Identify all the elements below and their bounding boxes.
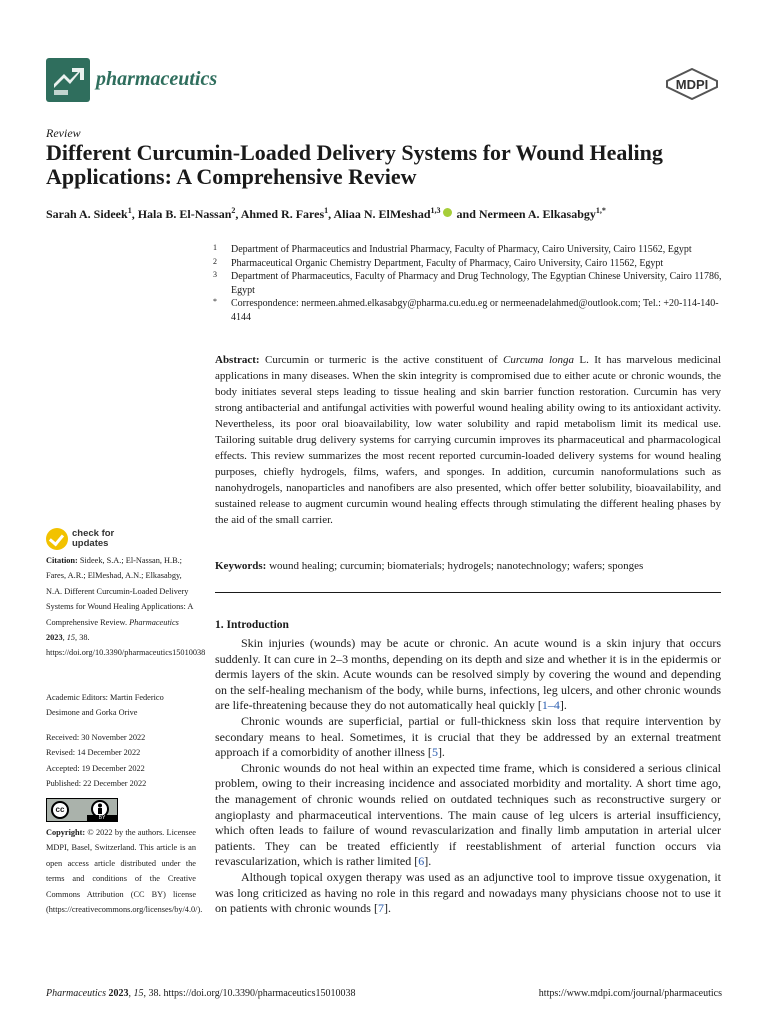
journal-logo: [46, 58, 90, 102]
footer-journal-link[interactable]: https://www.mdpi.com/journal/pharmaceutics: [538, 988, 722, 999]
body-text: [215, 636, 721, 917]
publication-dates: Received: 30 November 2022 Revised: 14 December 2022 Accepted: 19 December 2022 Published: 22 December 2022: [46, 733, 147, 789]
citation-link[interactable]: 5: [431, 745, 438, 760]
academic-editors: Academic Editors: Martin Federico Desimone and Gorka Orive: [46, 693, 164, 718]
footer-citation: Pharmaceutics 2023, 15, 38. https://doi.org/10.3390/pharmaceutics15010038: [46, 988, 356, 999]
author-name[interactable]: Nermeen A. Elkasabgy: [478, 207, 596, 221]
abstract-label: Abstract:: [215, 354, 260, 366]
check-icon: [46, 528, 68, 550]
keywords-label: Keywords:: [215, 560, 267, 572]
paragraph: Skin injuries (wounds) may be acute or chronic. An acute wound is a skin injury that occurs suddenly. It can cure in 2–3 months, depending on its depth and size and whether it is in the epidermis or dermis layers of the skin. Acute wounds can be resolved simply by covering the wound and depending on the self-healing mechanism of the body, while burns, infections, leg ulcers, and other chronic wounds are life-threatening because they do not automatically heal quickly [1–4].: [215, 636, 721, 713]
citation-link[interactable]: 7: [377, 901, 384, 916]
section-heading: 1. Introduction: [215, 619, 289, 631]
citation-block: Citation: Sideek, S.A.; El-Nassan, H.B.; Fares, A.R.; ElMeshad, A.N.; Elkasabgy, N.A. Different Curcumin-Loaded Delivery Systems for Wound Healing Applications: A Comprehensive Review. Pharmaceutics 2023, 15, 38. https://doi.org/10.3390/pharmaceutics15010038: [46, 556, 206, 658]
author-name[interactable]: Aliaa N. ElMeshad: [333, 207, 431, 221]
author-list: Sarah A. Sideek$^1$, Hala B. El-Nassan$^2$, Ahmed R. Fares$^1$, Aliaa N. ElMeshad$^{1,3}$ and Nermeen A. Elkasabgy$^{1,*}$: [46, 206, 606, 221]
mdpi-logo: [665, 68, 719, 100]
citation-link[interactable]: 6: [418, 854, 425, 869]
author-name[interactable]: Ahmed R. Fares: [240, 207, 325, 221]
journal-name: pharmaceutics: [96, 68, 218, 90]
paragraph: Although topical oxygen therapy was used as an adjunctive tool to improve tissue oxygenation, it was long criticized as having no role in this regard and nowadays many physicians choose not to use it on patients with chronic wounds [7].: [215, 869, 721, 916]
svg-text:MDPI: MDPI: [675, 77, 709, 92]
author-name[interactable]: Hala B. El-Nassan: [137, 207, 232, 221]
check-for-updates-button[interactable]: check for updates: [46, 528, 166, 554]
citation-link[interactable]: 1–4: [541, 698, 560, 713]
correspondence-item: * Correspondence: nermeen.ahmed.elkasabgy@pharma.cu.edu.eg or nermeenadelahmed@outlook.com; Tel.: +20-114-140-4144: [213, 297, 719, 323]
divider: [215, 592, 721, 593]
affiliations: [213, 243, 725, 324]
page-title: Different Curcumin-Loaded Delivery Systems for Wound Healing Applications: A Comprehensive Review: [46, 140, 663, 189]
affiliation-item: 1 Department of Pharmaceutics and Industrial Pharmacy, Faculty of Pharmacy, Cairo University, Cairo 11562, Egypt: [213, 243, 692, 255]
paragraph: Chronic wounds do not heal within an expected time frame, which is considered a serious clinical problem, owing to their increasing incidence and associated morbidity and mortality. A short time ago, the management of chronic wounds relied on outdated techniques such as reconstructive surgery or angioplasty and pharmaceutical interventions. The main cause of leg ulcers is arterial insufficiency, which often leads to failure of wound revascularization and finally limb amputation in arterial ulcer patients. They can be treated efficiently if reestablishment of arterial function occurs via revascularization, which is rather limited [6].: [215, 760, 721, 869]
affiliation-item: 2 Pharmaceutical Organic Chemistry Department, Faculty of Pharmacy, Cairo University, Cairo 11562, Egypt: [213, 256, 664, 269]
orcid-icon[interactable]: [443, 208, 452, 217]
abstract: Abstract: Curcumin or turmeric is the active constituent of Curcuma longa L. It has marvelous medicinal applications in many diseases. When the skin integrity is compromised due to either acute or chronic wounds, the body initiates several steps leading to tissue healing and skin barrier function restoration. Curcumin has very strong antibacterial and antifungal activities with powerful wound healing ability owing to its antioxidant activity. Nevertheless, its poor oral bioavailability, low water solubility and rapid metabolism limit its medical use. Tailoring suitable drug delivery systems for carrying curcumin improves its pharmaceutical and pharmacological effects. This review summarizes the most recent reported curcumin-loaded delivery systems for wound healing purposes, chiefly hydrogels, films, wafers, and sponges. In addition, curcumin nanoformulations such as nanohydrogels, nanoparticles and nanofibers are also presented, which offer better solubility, bioavailability, and sustained release to augment curcumin wound healing effects through stimulating the different healing phases by the aid of the small carrier.: [215, 354, 721, 526]
author-name[interactable]: Sarah A. Sideek: [46, 207, 128, 221]
paragraph: Chronic wounds are superficial, partial or full-thickness skin loss that require intervention by secondary means to heal. Sometimes, it is crucial that they be addressed by an external treatment approach if a comorbidity of another illness [5].: [215, 713, 721, 760]
article-type: Review: [46, 126, 81, 140]
affiliation-item: 3 Department of Pharmaceutics, Faculty of Pharmacy and Drug Technology, The Egyptian Chinese University, Cairo 11786, Egypt: [213, 270, 722, 296]
keywords: Keywords: wound healing; curcumin; biomaterials; hydrogels; nanotechnology; wafers; sponges: [215, 560, 644, 572]
copyright-notice: Copyright: © 2022 by the authors. Licensee MDPI, Basel, Switzerland. This article is an open access article distributed under the terms and conditions of the Creative Commons Attribution (CC BY) license (https://creativecommons.org/licenses/by/4.0/).: [46, 828, 203, 915]
cc-by-license-icon[interactable]: cc BY: [46, 798, 118, 822]
